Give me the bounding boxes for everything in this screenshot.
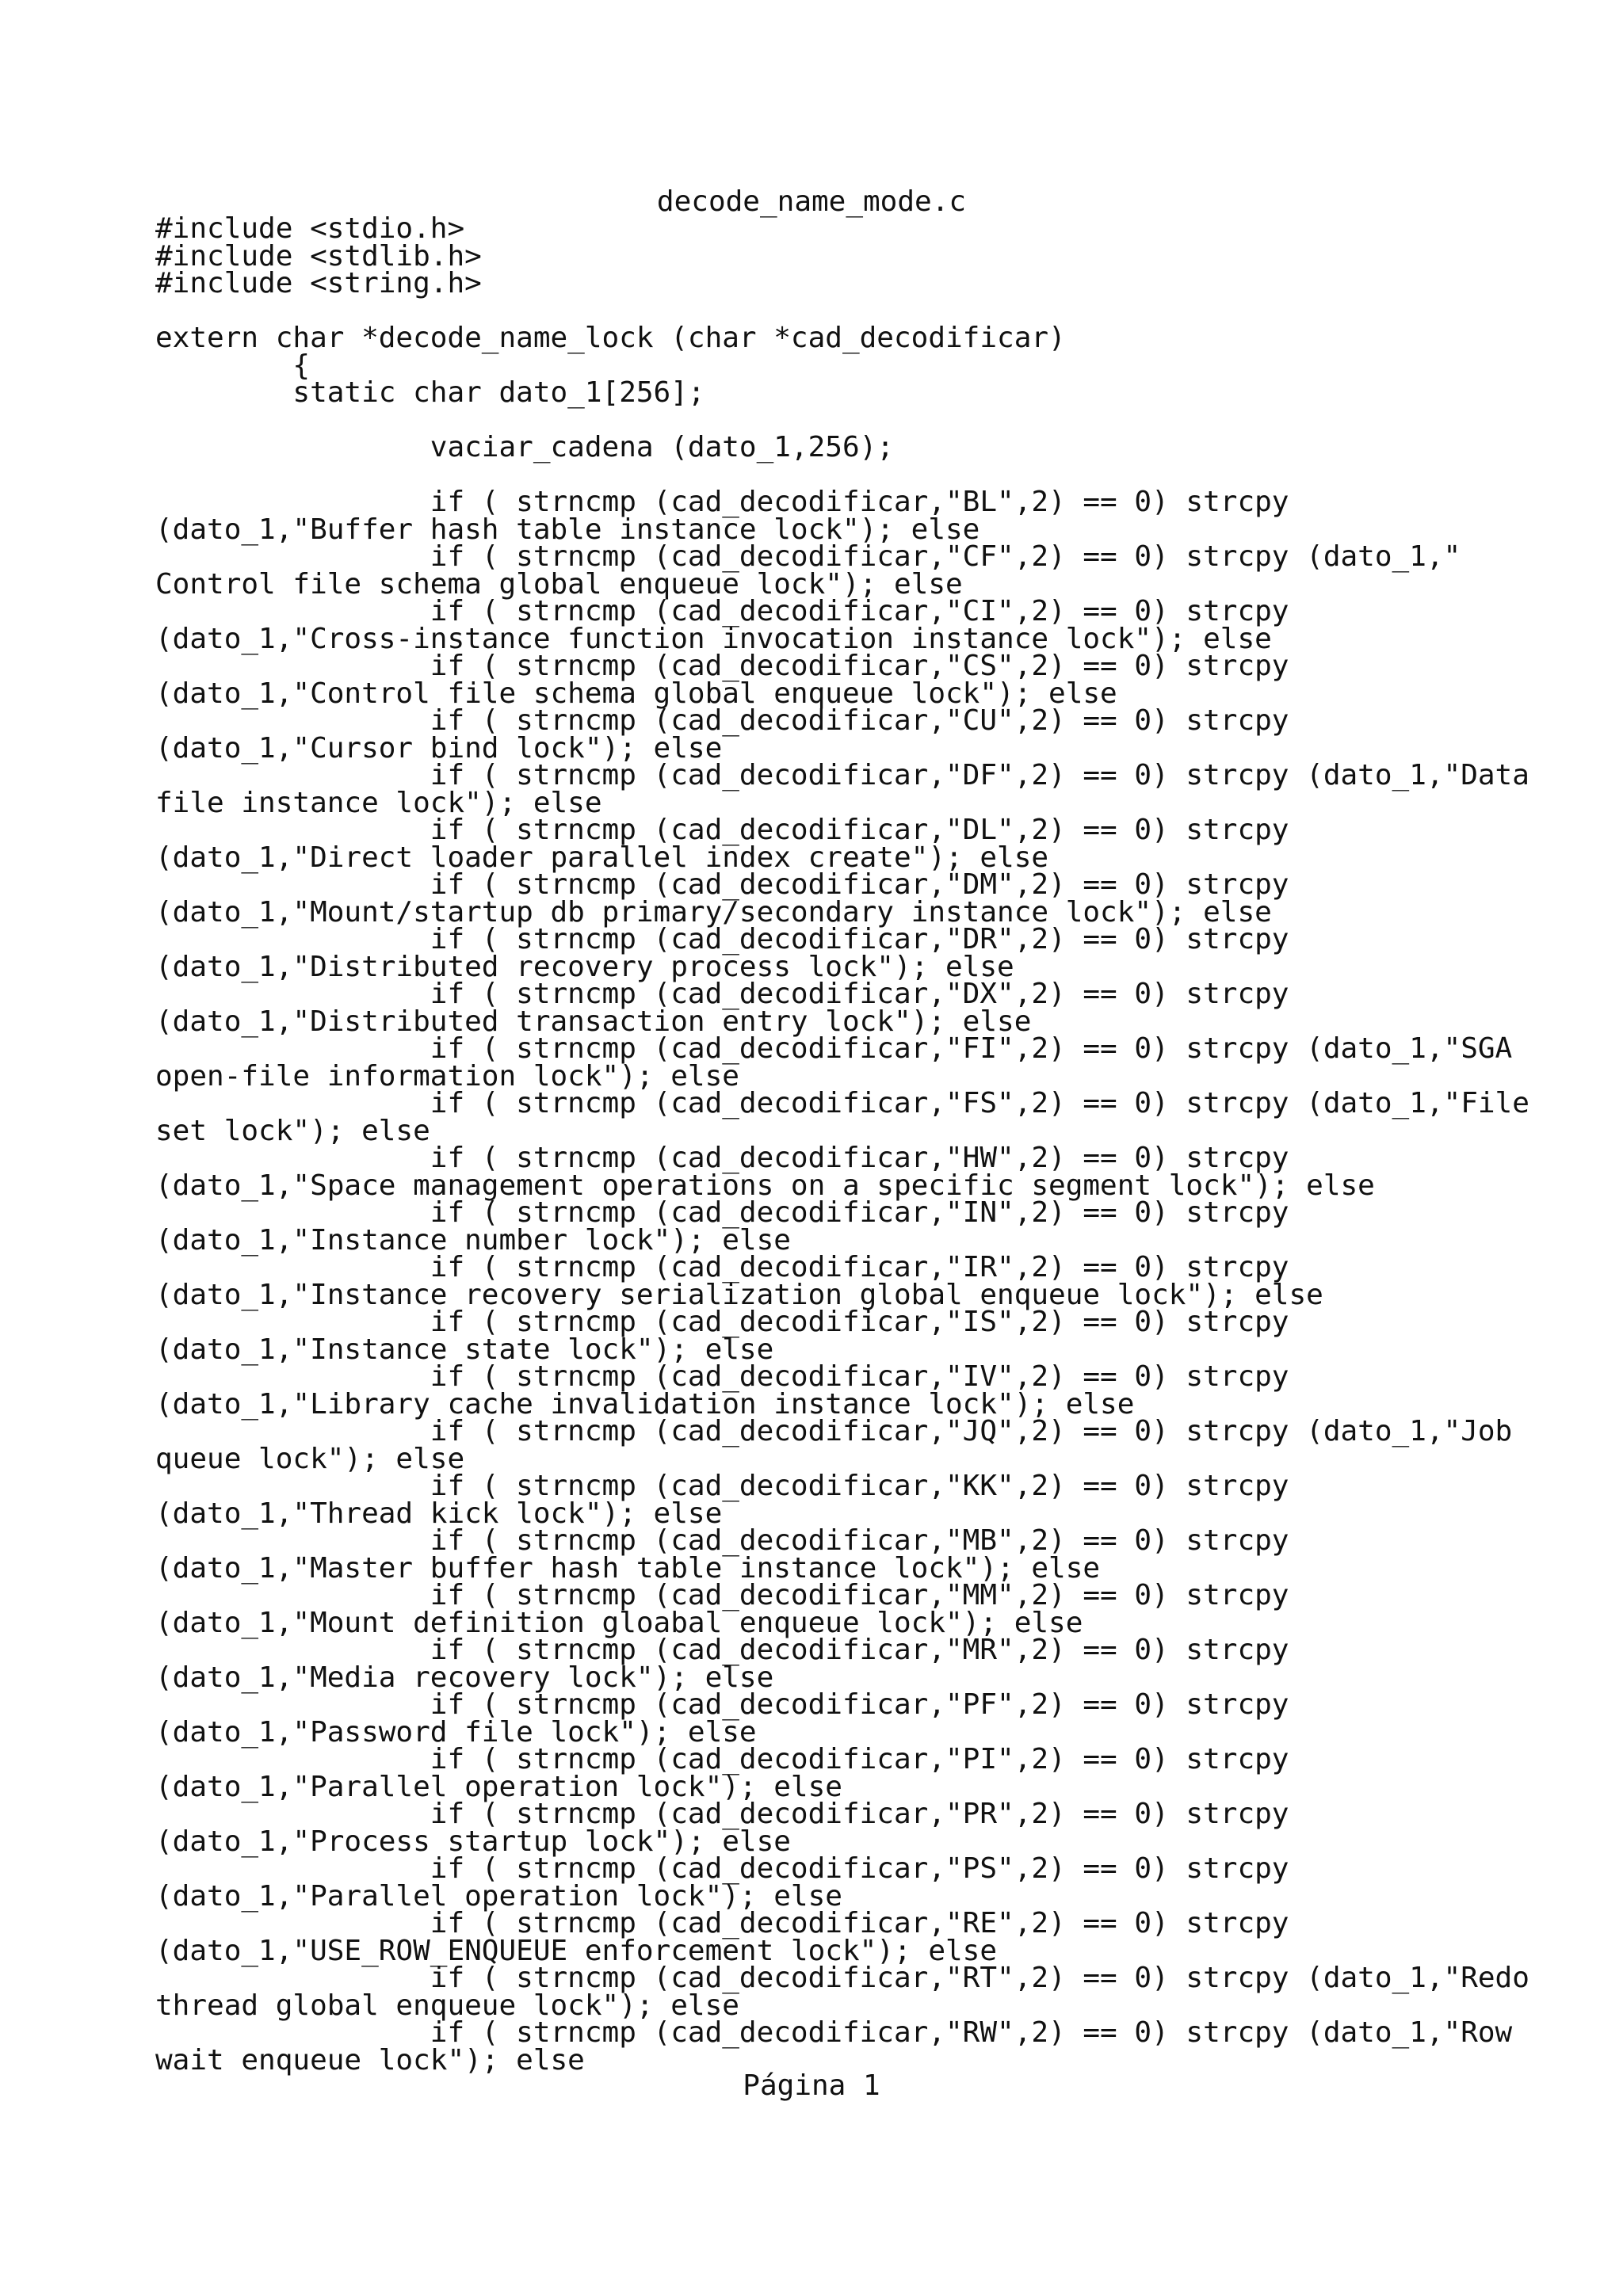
code-line: thread global enqueue lock"); else bbox=[155, 1989, 739, 2022]
code-line: if ( strncmp (cad_decodificar,"MB",2) == 0) strcpy bbox=[155, 1524, 1289, 1557]
code-line: if ( strncmp (cad_decodificar,"IR",2) == 0) strcpy bbox=[155, 1251, 1289, 1283]
code-line: vaciar_cadena (dato_1,256); bbox=[155, 431, 894, 463]
code-line: (dato_1,"Instance recovery serialization global enqueue lock"); else bbox=[155, 1278, 1323, 1311]
code-line: if ( strncmp (cad_decodificar,"HW",2) == 0) strcpy bbox=[155, 1142, 1289, 1174]
code-line: queue lock"); else bbox=[155, 1442, 465, 1475]
code-line: (dato_1,"Mount definition gloabal enqueue lock"); else bbox=[155, 1606, 1083, 1639]
code-line: Control file schema global enqueue lock"); else bbox=[155, 567, 963, 601]
code-line: extern char *decode_name_lock (char *cad_decodificar) bbox=[155, 322, 1066, 354]
code-line bbox=[155, 298, 1598, 326]
code-line: if ( strncmp (cad_decodificar,"MR",2) == 0) strcpy bbox=[155, 1634, 1289, 1666]
code-line: (dato_1,"Control file schema global enqueue lock"); else bbox=[155, 677, 1117, 710]
code-line: (dato_1,"Direct loader parallel index create"); else bbox=[155, 841, 1049, 874]
code-line: (dato_1,"Process startup lock"); else bbox=[155, 1825, 791, 1858]
code-line: (dato_1,"Parallel operation lock"); else bbox=[155, 1770, 842, 1803]
code-line: (dato_1,"Thread kick lock"); else bbox=[155, 1497, 723, 1530]
code-line: set lock"); else bbox=[155, 1114, 430, 1147]
code-line: (dato_1,"Mount/startup db primary/secondary instance lock"); else bbox=[155, 895, 1272, 929]
code-line: (dato_1,"Buffer hash table instance lock"); else bbox=[155, 513, 980, 546]
code-line: #include <string.h> bbox=[155, 267, 482, 299]
code-line: file instance lock"); else bbox=[155, 786, 602, 819]
code-line: if ( strncmp (cad_decodificar,"KK",2) == 0) strcpy bbox=[155, 1470, 1289, 1502]
code-line bbox=[155, 407, 1598, 435]
page-number: Página 1 bbox=[743, 2069, 880, 2102]
code-line: if ( strncmp (cad_decodificar,"BL",2) == 0) strcpy bbox=[155, 486, 1289, 518]
code-line: if ( strncmp (cad_decodificar,"CU",2) == 0) strcpy bbox=[155, 704, 1289, 737]
code-line: if ( strncmp (cad_decodificar,"JQ",2) == 0) strcpy (dato_1,"Job bbox=[155, 1415, 1513, 1447]
code-line: (dato_1,"Space management operations on a specific segment lock"); else bbox=[155, 1169, 1375, 1202]
code-line: if ( strncmp (cad_decodificar,"RW",2) == 0) strcpy (dato_1,"Row bbox=[155, 2016, 1513, 2049]
document-title: decode_name_mode.c bbox=[656, 185, 967, 218]
code-line: (dato_1,"Cross-instance function invocation instance lock"); else bbox=[155, 622, 1272, 655]
code-line: (dato_1,"Media recovery lock"); else bbox=[155, 1661, 774, 1694]
code-line: if ( strncmp (cad_decodificar,"IV",2) == 0) strcpy bbox=[155, 1360, 1289, 1393]
code-line: if ( strncmp (cad_decodificar,"DR",2) == 0) strcpy bbox=[155, 923, 1289, 955]
code-line: (dato_1,"Parallel operation lock"); else bbox=[155, 1879, 842, 1913]
code-line bbox=[155, 462, 1598, 490]
code-line: if ( strncmp (cad_decodificar,"RT",2) == 0) strcpy (dato_1,"Redo bbox=[155, 1962, 1529, 1994]
code-line: if ( strncmp (cad_decodificar,"CS",2) == 0) strcpy bbox=[155, 650, 1289, 682]
code-line: (dato_1,"Distributed recovery process lock"); else bbox=[155, 950, 1014, 983]
code-line: if ( strncmp (cad_decodificar,"DL",2) == 0) strcpy bbox=[155, 814, 1289, 846]
code-line: if ( strncmp (cad_decodificar,"MM",2) == 0) strcpy bbox=[155, 1579, 1289, 1611]
code-line: if ( strncmp (cad_decodificar,"FS",2) == 0) strcpy (dato_1,"File bbox=[155, 1087, 1529, 1119]
code-line: (dato_1,"Distributed transaction entry lock"); else bbox=[155, 1005, 1032, 1038]
code-line: if ( strncmp (cad_decodificar,"CF",2) == 0) strcpy (dato_1," bbox=[155, 540, 1461, 573]
code-line: if ( strncmp (cad_decodificar,"IN",2) == 0) strcpy bbox=[155, 1196, 1289, 1229]
code-line: if ( strncmp (cad_decodificar,"FI",2) == 0) strcpy (dato_1,"SGA bbox=[155, 1032, 1513, 1065]
code-line: (dato_1,"Library cache invalidation instance lock"); else bbox=[155, 1387, 1135, 1421]
code-line: if ( strncmp (cad_decodificar,"CI",2) == 0) strcpy bbox=[155, 595, 1289, 627]
code-line: if ( strncmp (cad_decodificar,"IS",2) == 0) strcpy bbox=[155, 1306, 1289, 1338]
code-line: (dato_1,"Cursor bind lock"); else bbox=[155, 731, 723, 765]
code-line: if ( strncmp (cad_decodificar,"PS",2) == 0) strcpy bbox=[155, 1852, 1289, 1885]
code-line: if ( strncmp (cad_decodificar,"DM",2) == 0) strcpy bbox=[155, 868, 1289, 901]
code-line: if ( strncmp (cad_decodificar,"PR",2) == 0) strcpy bbox=[155, 1798, 1289, 1830]
code-line: { bbox=[155, 349, 311, 382]
code-listing bbox=[155, 212, 1598, 2077]
code-line: (dato_1,"Master buffer hash table instance lock"); else bbox=[155, 1551, 1101, 1585]
code-line: static char dato_1[256]; bbox=[155, 376, 705, 409]
code-line: if ( strncmp (cad_decodificar,"PF",2) == 0) strcpy bbox=[155, 1688, 1289, 1721]
code-line: (dato_1,"USE_ROW_ENQUEUE enforcement lock"); else bbox=[155, 1934, 998, 1967]
code-line: if ( strncmp (cad_decodificar,"RE",2) == 0) strcpy bbox=[155, 1907, 1289, 1939]
code-line: (dato_1,"Instance state lock"); else bbox=[155, 1333, 774, 1366]
code-line: if ( strncmp (cad_decodificar,"DF",2) == 0) strcpy (dato_1,"Data bbox=[155, 759, 1529, 791]
code-line: if ( strncmp (cad_decodificar,"PI",2) == 0) strcpy bbox=[155, 1743, 1289, 1775]
code-line: #include <stdio.h> bbox=[155, 212, 465, 245]
code-line: (dato_1,"Password file lock"); else bbox=[155, 1715, 757, 1749]
code-line: (dato_1,"Instance number lock"); else bbox=[155, 1223, 791, 1257]
code-line: if ( strncmp (cad_decodificar,"DX",2) == 0) strcpy bbox=[155, 978, 1289, 1010]
code-line: open-file information lock"); else bbox=[155, 1059, 739, 1093]
code-line: #include <stdlib.h> bbox=[155, 239, 482, 273]
code-line: wait enqueue lock"); else bbox=[155, 2043, 585, 2077]
